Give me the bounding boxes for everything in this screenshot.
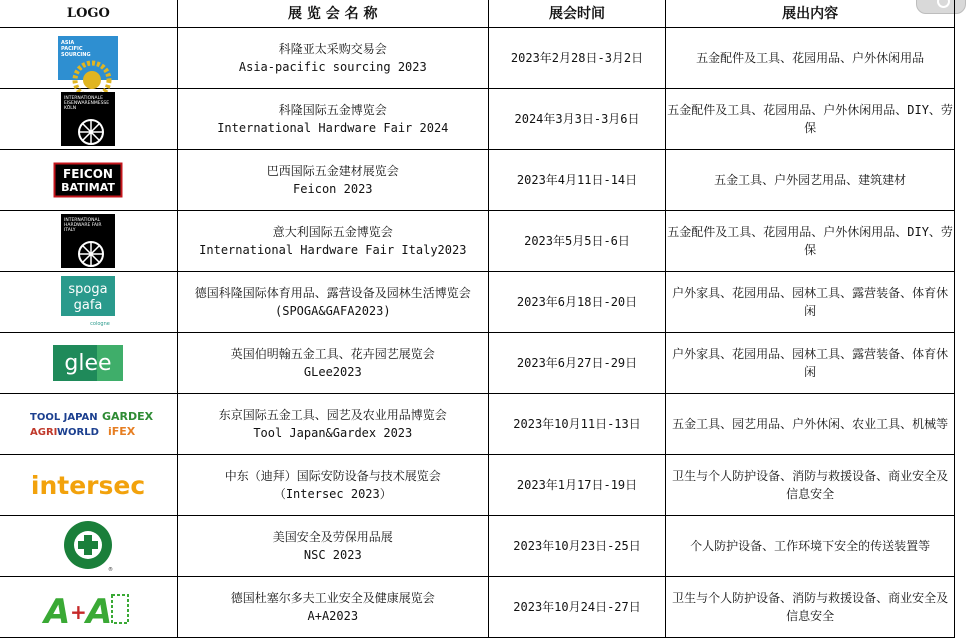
exhibition-name-cell — [177, 28, 488, 89]
svg-text:glee: glee — [64, 351, 112, 376]
svg-text:EISENWARENMESSE: EISENWARENMESSE — [64, 101, 110, 106]
exhibition-name-en: International Hardware Fair 2024 — [217, 121, 449, 135]
exhibition-name-cn: 科隆国际五金博览会 — [278, 103, 387, 117]
exhibition-name-cell — [177, 333, 488, 394]
header-date: 展会时间 — [488, 0, 665, 28]
exhibition-name-en: Feicon 2023 — [293, 182, 373, 196]
tool-japan-gardex-logo — [28, 407, 154, 441]
exhibition-content: 户外家具、花园用品、园林工具、露营装备、体育休闲 — [666, 333, 955, 394]
svg-text:TOOL JAPAN: TOOL JAPAN — [30, 412, 99, 423]
table-row — [0, 211, 955, 272]
table-row — [0, 516, 955, 577]
svg-text:iFEX: iFEX — [108, 425, 136, 438]
svg-text:SOURCING: SOURCING — [61, 52, 91, 58]
table-header-row — [0, 0, 955, 28]
spoga-gafa-logo — [61, 276, 115, 328]
exhibition-name-en: （Intersec 2023） — [273, 487, 392, 501]
exhibition-content: 个人防护设备、工作环境下安全的传送装置等 — [666, 516, 955, 577]
logo-cell — [0, 150, 177, 211]
svg-text:GARDEX: GARDEX — [102, 410, 154, 423]
exhibition-name-cn: 德国杜塞尔多夫工业安全及健康展览会 — [230, 591, 435, 605]
svg-text:INTERNATIONALE: INTERNATIONALE — [64, 96, 104, 101]
exhibition-date: 2023年4月11日-14日 — [488, 150, 665, 211]
svg-text:A: A — [44, 592, 71, 632]
a-plus-a-logo — [40, 585, 136, 632]
svg-text:AGRI: AGRI — [30, 427, 58, 438]
table-row — [0, 89, 955, 150]
exhibition-date: 2023年10月23日-25日 — [488, 516, 665, 577]
svg-text:+: + — [70, 600, 88, 624]
exhibition-name-cell — [177, 272, 488, 333]
exhibition-content: 五金配件及工具、花园用品、户外休闲用品 — [666, 28, 955, 89]
exhibition-content: 卫生与个人防护设备、消防与救援设备、商业安全及信息安全 — [666, 455, 955, 516]
logo-cell — [0, 516, 177, 577]
exhibition-content: 户外家具、花园用品、园林工具、露营装备、体育休闲 — [666, 272, 955, 333]
exhibition-name-cell — [177, 211, 488, 272]
eisenwarenmesse-logo — [61, 92, 115, 146]
exhibition-name-cell — [177, 577, 488, 638]
svg-text:intersec: intersec — [31, 471, 146, 500]
exhibition-date: 2023年6月27日-29日 — [488, 333, 665, 394]
table-row — [0, 394, 955, 455]
svg-text:ASIA: ASIA — [61, 40, 75, 46]
svg-text:PACIFIC: PACIFIC — [61, 46, 83, 52]
svg-text:ITALY: ITALY — [64, 228, 76, 233]
exhibition-name-cell — [177, 394, 488, 455]
hardware-fair-italy-logo — [61, 214, 115, 268]
exhibition-name-cell — [177, 455, 488, 516]
exhibition-date: 2023年1月17日-19日 — [488, 455, 665, 516]
table-row — [0, 455, 955, 516]
logo-cell — [0, 272, 177, 333]
table-row — [0, 272, 955, 333]
exhibition-name-en: Asia-pacific sourcing 2023 — [238, 60, 427, 74]
table-row — [0, 150, 955, 211]
exhibition-name-en: Tool Japan&Gardex 2023 — [253, 426, 413, 440]
exhibition-date: 2024年3月3日-3月6日 — [488, 89, 665, 150]
exhibition-name-cell — [177, 89, 488, 150]
logo-cell — [0, 89, 177, 150]
svg-text:BATIMAT: BATIMAT — [61, 181, 116, 194]
svg-text:WORLD: WORLD — [57, 427, 100, 438]
table-row — [0, 577, 955, 638]
nsc-logo — [62, 519, 114, 573]
svg-text:A: A — [86, 592, 113, 632]
exhibition-date: 2023年10月24日-27日 — [488, 577, 665, 638]
exhibition-name-cn: 巴西国际五金建材展览会 — [266, 164, 399, 178]
exhibition-name-cn: 东京国际五金工具、园艺及农业用品博览会 — [218, 408, 447, 422]
exhibition-name-cn: 英国伯明翰五金工具、花卉园艺展览会 — [230, 347, 435, 361]
logo-cell — [0, 333, 177, 394]
exhibition-name-cn: 科隆亚太采购交易会 — [278, 42, 387, 56]
exhibition-name-cn: 德国科隆国际体育用品、露营设备及园林生活博览会 — [194, 286, 471, 300]
table-row — [0, 333, 955, 394]
exhibition-name-cn: 中东（迪拜）国际安防设备与技术展览会 — [224, 469, 441, 483]
svg-text:spoga: spoga — [68, 282, 108, 297]
logo-cell — [0, 28, 177, 89]
exhibition-content: 五金配件及工具、花园用品、户外休闲用品、DIY、劳保 — [666, 89, 955, 150]
exhibition-name-en: International Hardware Fair Italy2023 — [199, 243, 467, 257]
svg-text:KÖLN: KÖLN — [64, 106, 77, 111]
svg-text:HARDWARE FAIR: HARDWARE FAIR — [64, 223, 102, 228]
exhibition-content: 五金工具、户外园艺用品、建筑建材 — [666, 150, 955, 211]
exhibition-name-en: NSC 2023 — [303, 548, 362, 562]
exhibition-name-en: (SPOGA&GAFA2023) — [275, 304, 391, 318]
intersec-logo — [31, 468, 146, 502]
logo-cell — [0, 394, 177, 455]
feicon-batimat-logo — [54, 163, 122, 197]
logo-cell — [0, 455, 177, 516]
exhibition-name-en: GLee2023 — [303, 365, 362, 379]
exhibition-date: 2023年5月5日-6日 — [488, 211, 665, 272]
header-content: 展出内容 — [666, 0, 955, 28]
logo-cell — [0, 577, 177, 638]
exhibition-content: 卫生与个人防护设备、消防与救援设备、商业安全及信息安全 — [666, 577, 955, 638]
table-row — [0, 28, 955, 89]
glee-logo — [53, 345, 123, 381]
exhibition-name-cn: 美国安全及劳保用品展 — [272, 530, 393, 544]
exhibition-name-en: A+A2023 — [307, 609, 359, 623]
svg-text:INTERNATIONAL: INTERNATIONAL — [64, 218, 101, 223]
header-name: 展 览 会 名 称 — [177, 0, 488, 28]
exhibition-content: 五金配件及工具、花园用品、户外休闲用品、DIY、劳保 — [666, 211, 955, 272]
svg-text:®: ® — [108, 567, 114, 573]
svg-text:gafa: gafa — [73, 298, 103, 313]
svg-text:FEICON: FEICON — [63, 167, 114, 181]
exhibition-date: 2023年10月11日-13日 — [488, 394, 665, 455]
exhibition-date: 2023年2月28日-3月2日 — [488, 28, 665, 89]
header-logo: LOGO — [0, 0, 177, 28]
exhibition-name-cn: 意大利国际五金博览会 — [272, 225, 393, 239]
exhibition-name-cell — [177, 516, 488, 577]
exhibition-content: 五金工具、园艺用品、户外休闲、农业工具、机械等 — [666, 394, 955, 455]
exhibition-name-cell — [177, 150, 488, 211]
exhibition-date: 2023年6月18日-20日 — [488, 272, 665, 333]
asia-pacific-sourcing-logo — [58, 36, 118, 80]
svg-text:cologne: cologne — [90, 321, 111, 327]
logo-cell — [0, 211, 177, 272]
